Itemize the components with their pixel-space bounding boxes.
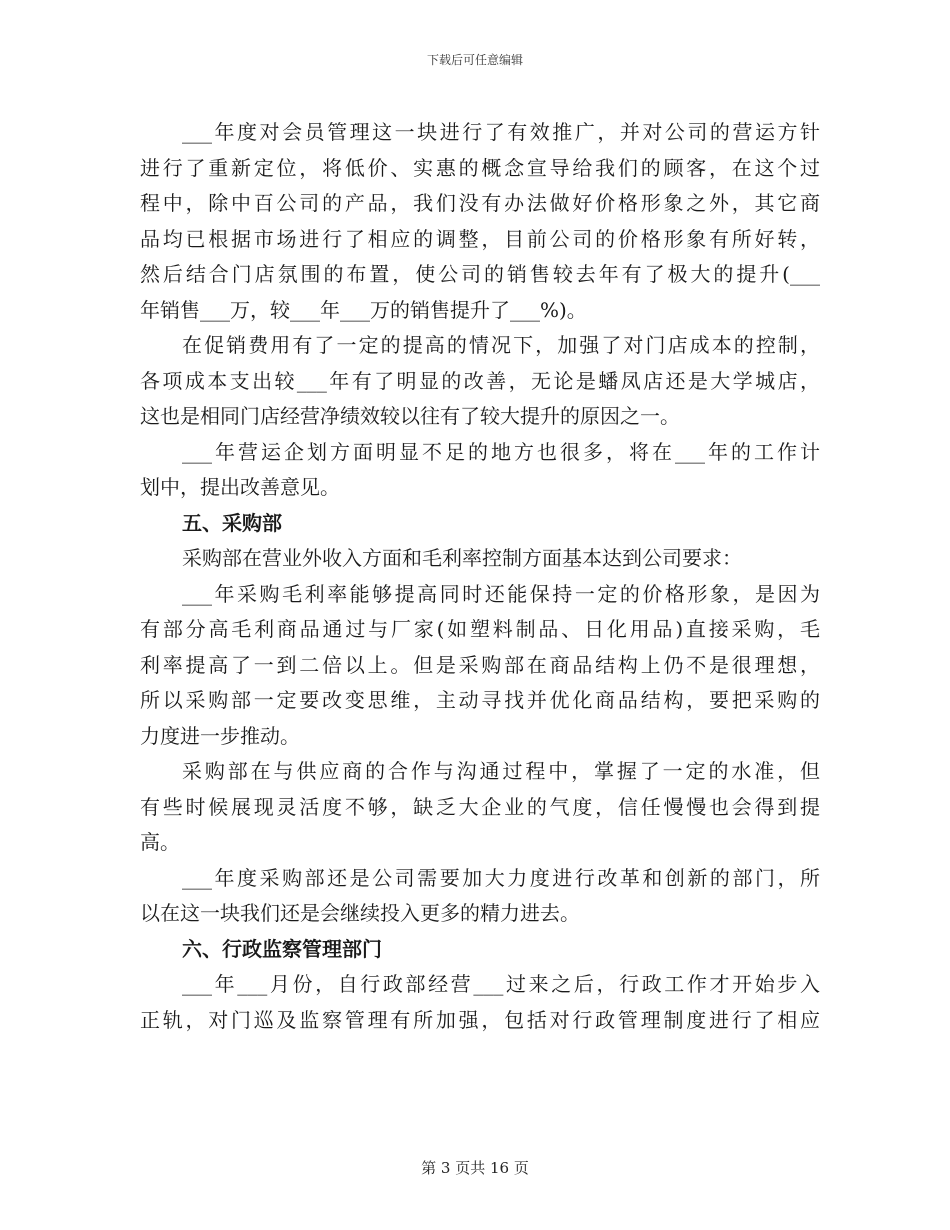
page-number-footer: 第 3 页共 16 页: [421, 1159, 529, 1177]
paragraph-line: 有部分高毛利商品通过与厂家(如塑料制品、日化用品)直接采购，毛: [140, 617, 820, 641]
paragraph-line: 进行了重新定位，将低价、实惠的概念宣导给我们的顾客，在这个过: [140, 155, 820, 180]
paragraph-line: 品均已根据市场进行了相应的调整，目前公司的价格形象有所好转，: [140, 226, 820, 251]
document-body: [140, 115, 820, 1038]
paragraph-line: ___年营运企划方面明显不足的地方也很多，将在___年的工作计: [182, 439, 820, 464]
paragraph-line: 然后结合门店氛围的布置，使公司的销售较去年有了极大的提升(___: [140, 262, 820, 286]
paragraph-line: 程中，除中百公司的产品，我们没有办法做好价格形象之外，其它商: [140, 191, 820, 215]
paragraph-line: ___年度对会员管理这一块进行了有效推广，并对公司的营运方针: [182, 120, 820, 144]
paragraph-line: 在促销费用有了一定的提高的情况下，加强了对门店成本的控制，: [182, 333, 820, 357]
paragraph-line: 力度进一步推动。: [140, 723, 300, 748]
section-heading-purchasing: 五、采购部: [182, 510, 282, 535]
paragraph-line: 年销售___万，较___年___万的销售提升了___%)。: [140, 297, 587, 322]
paragraph-line: 有些时候展现灵活度不够，缺乏大企业的气度，信任慢慢也会得到提: [140, 794, 820, 819]
paragraph-line: 各项成本支出较___年有了明显的改善，无论是蟠凤店还是大学城店，: [140, 368, 820, 393]
section-heading-administration: 六、行政监察管理部门: [182, 936, 382, 961]
paragraph-line: 以在这一块我们还是会继续投入更多的精力进去。: [140, 901, 580, 925]
paragraph-line: ___年度采购部还是公司需要加大力度进行改革和创新的部门，所: [182, 865, 820, 890]
paragraph-line: 利率提高了一到二倍以上。但是采购部在商品结构上仍不是很理想，: [140, 652, 820, 677]
paragraph-line: 采购部在营业外收入方面和毛利率控制方面基本达到公司要求：: [182, 546, 742, 570]
paragraph-line: 高。: [140, 830, 180, 854]
paragraph-line: 划中，提出改善意见。: [140, 475, 340, 499]
paragraph-line: 采购部在与供应商的合作与沟通过程中，掌握了一定的水准，但: [182, 759, 820, 783]
paragraph-line: 所以采购部一定要改变思维，主动寻找并优化商品结构，要把采购的: [140, 688, 820, 712]
paragraph-line: ___年采购毛利率能够提高同时还能保持一定的价格形象，是因为: [182, 581, 820, 606]
paragraph-line: 这也是相同门店经营净绩效较以往有了较大提升的原因之一。: [140, 404, 680, 428]
paragraph-line: 正轨，对门巡及监察管理有所加强，包括对行政管理制度进行了相应: [140, 1007, 820, 1032]
page-header-note: 下载后可任意编辑: [426, 53, 523, 67]
paragraph-line: ___年___月份，自行政部经营___过来之后，行政工作才开始步入: [182, 972, 820, 996]
